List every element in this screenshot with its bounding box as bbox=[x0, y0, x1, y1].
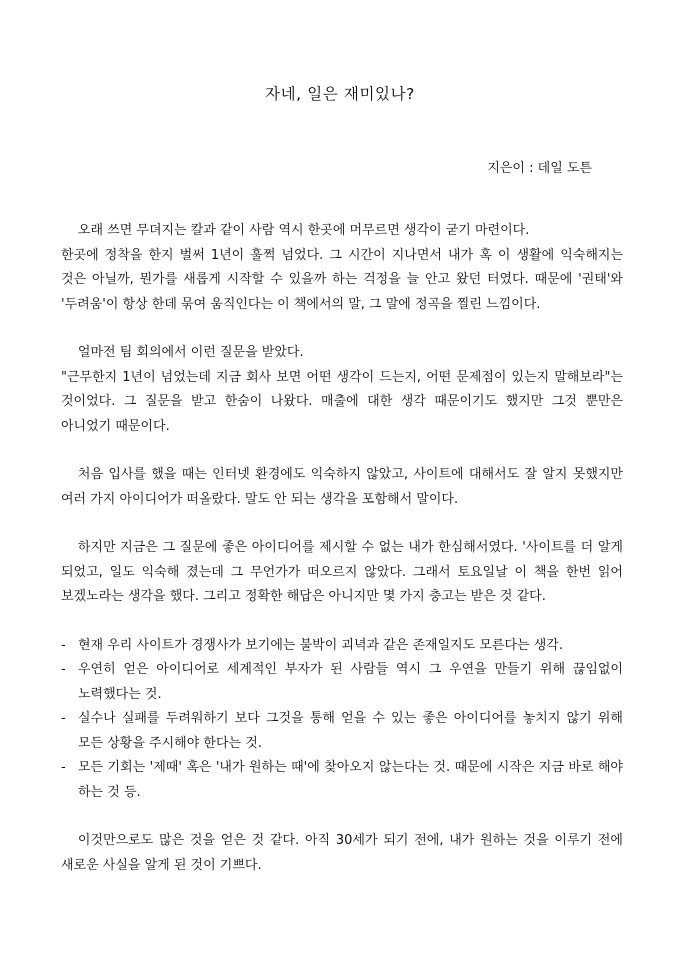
list-dash: - bbox=[61, 662, 66, 677]
list-dash: - bbox=[61, 711, 66, 726]
list-item-text: 모든 기회는 '제때' 혹은 '내가 원하는 때'에 찾아오지 않는다는 것. 때문에 시작은 지금 바로 해야 하는 것 등. bbox=[78, 760, 623, 800]
list-item-text: 현재 우리 사이트가 경쟁사가 보기에는 불박이 괴녁과 같은 존재일지도 모른다는 생각. bbox=[78, 637, 563, 653]
advice-list bbox=[61, 634, 623, 806]
author-line: 지은이 : 데일 도튼 bbox=[487, 161, 592, 176]
document-title: 자네, 일은 재미있나? bbox=[265, 85, 415, 103]
paragraph-conclusion: 이것만으로도 많은 것을 얻은 것 같다. 아직 30세가 되기 전에, 내가 원하는 것을 이루기 전에 새로운 사실을 알게 된 것이 기쁘다. bbox=[61, 833, 623, 873]
meeting-question: "근무한지 1년이 넘었는데 지금 회사 보면 어떤 생각이 드는지, 어떤 문제점이 있는지 말해보라"는 것이었다. 그 질문을 받고 한숨이 나왔다. 매출에 대한 생각 때문이기도 했지만 그것 뿐만은 아니었기 때문이다. bbox=[61, 369, 623, 434]
meeting-first-line: 얼마전 팀 회의에서 이런 질문을 받았다. bbox=[77, 345, 304, 360]
paragraph-intro bbox=[61, 219, 623, 317]
list-item bbox=[61, 658, 623, 707]
intro-first-line: 오래 쓰면 무뎌지는 칼과 같이 사람 역시 한곳에 머무르면 생각이 굳기 마련이다. bbox=[77, 223, 530, 238]
intro-body: 한곳에 정착을 한지 벌써 1년이 훌쩍 넘었다. 그 시간이 지나면서 내가 혹 이 생활에 익숙해지는 것은 아닐까, 뭔가를 새롭게 시작할 수 있을까 하는 걱정을 늘 안고 왔던 터였다. 때문에 '권태'와 '두려움'이 항상 한데 묶여 움직인다는 이 책에서의 말, 그 말에 정곡을 찔린 느낌이다. bbox=[61, 247, 623, 312]
list-item bbox=[61, 756, 623, 805]
list-item bbox=[61, 707, 623, 756]
paragraph-first-days: 처음 입사를 했을 때는 인터넷 환경에도 익숙하지 않았고, 사이트에 대해서도 잘 알지 못했지만 여러 가지 아이디어가 떠올랐다. 말도 안 되는 생각을 포함해서 말이다. bbox=[61, 467, 623, 507]
paragraph-now: 하지만 지금은 그 질문에 좋은 아이디어를 제시할 수 없는 내가 한심해서였다. '사이트를 더 알게 되었고, 일도 익숙해 졌는데 그 무언가가 떠오르지 않았다. 그래서 토요일날 이 책을 한번 읽어 보겠노라는 생각을 했다. 그리고 정확한 해답은 아니지만 몇 가지 충고는 받은 것 같다. bbox=[61, 540, 623, 604]
list-item-text: 실수나 실패를 두려워하기 보다 그것을 통해 얻을 수 있는 좋은 아이디어를 놓치지 않기 위해 모든 상황을 주시해야 한다는 것. bbox=[78, 711, 623, 751]
list-dash: - bbox=[61, 637, 66, 653]
list-dash: - bbox=[61, 760, 66, 775]
document-body bbox=[61, 219, 623, 902]
list-item-text: 우연히 얻은 아이디어로 세계적인 부자가 된 사람들 역시 그 우연을 만들기 위해 끊임없이 노력했다는 것. bbox=[78, 662, 623, 702]
list-item bbox=[61, 634, 623, 659]
paragraph-meeting bbox=[61, 341, 623, 439]
